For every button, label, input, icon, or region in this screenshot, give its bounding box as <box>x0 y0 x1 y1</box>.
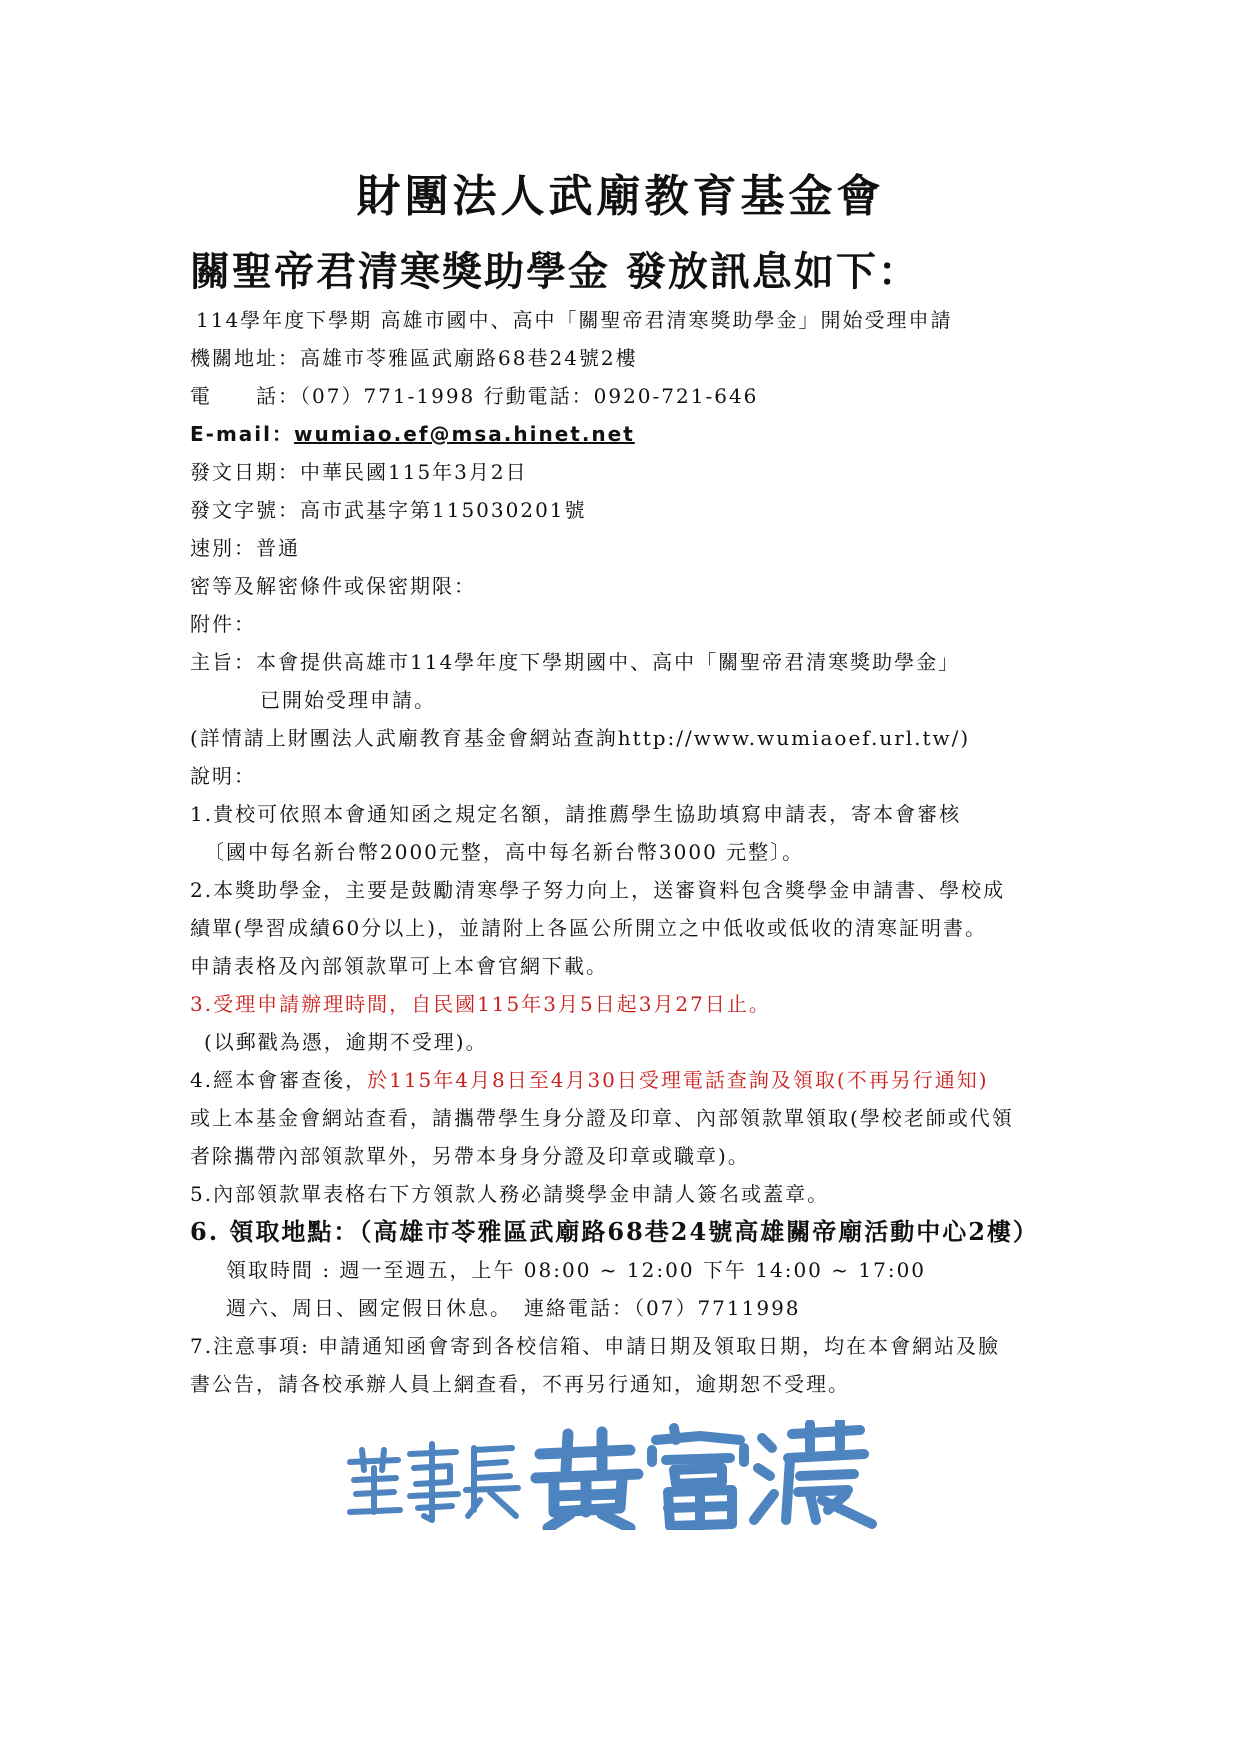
item-3-line-2: (以郵戳為憑，逾期不受理)。 <box>204 1030 488 1054</box>
issue-date-line: 發文日期：中華民國115年3月2日 <box>190 460 528 484</box>
item-7-line-2: 書公告，請各校承辦人員上網查看，不再另行通知，逾期恕不受理。 <box>190 1372 850 1396</box>
item-6-hours: 領取時間 : 週一至週五，上午 08:00 ~ 12:00 下午 14:00 ~ 17:00 <box>226 1258 927 1282</box>
intro-line: 114學年度下學期 高雄市國中、高中「關聖帝君清寒獎助學金」開始受理申請 <box>196 308 953 332</box>
chairman-signature-stamp <box>340 1420 880 1530</box>
speed-line: 速別：普通 <box>190 536 300 560</box>
item-1-line-1: 1.貴校可依照本會通知函之規定名額，請推薦學生協助填寫申請表，寄本會審核 <box>190 802 962 826</box>
address-line: 機關地址：高雄市苓雅區武廟路68巷24號2樓 <box>190 346 638 370</box>
explain-label: 說明： <box>190 764 256 788</box>
phone-line: 電 話：（07）771-1998 行動電話：0920-721-646 <box>190 384 759 408</box>
item-2-line-3: 申請表格及內部領款單可上本會官網下載。 <box>190 954 608 978</box>
item-7-line-1: 7.注意事項: 申請通知函會寄到各校信箱、申請日期及領取日期，均在本會網站及臉 <box>190 1334 1001 1358</box>
item-6-closed-days: 週六、周日、國定假日休息。 連絡電話：（07）7711998 <box>226 1296 801 1320</box>
email-link[interactable]: wumiao.ef@msa.hinet.net <box>294 422 635 446</box>
notice-subtitle: 關聖帝君清寒獎助學金 發放訊息如下： <box>190 248 920 295</box>
item-6-location: 6. 領取地點：（高雄市苓雅區武廟路68巷24號高雄關帝廟活動中心2樓） <box>190 1217 1039 1246</box>
email-line <box>190 418 635 447</box>
organization-title: 財團法人武廟教育基金會 <box>356 171 885 222</box>
item-4-intro: 4.經本會審查後， <box>190 1068 368 1092</box>
secrecy-line: 密等及解密條件或保密期限： <box>190 574 476 598</box>
attachment-line: 附件： <box>190 612 256 636</box>
subject-line-1: 主旨：本會提供高雄市114學年度下學期國中、高中「關聖帝君清寒獎助學金」 <box>190 650 961 674</box>
item-4-line-1 <box>190 1064 989 1093</box>
email-label: E-mail： <box>190 422 295 446</box>
item-1-line-2: 〔國中每名新台幣2000元整，高中每名新台幣3000 元整〕。 <box>204 840 805 864</box>
document-number-line: 發文字號：高市武基字第115030201號 <box>190 498 587 522</box>
signature-stamp-image <box>340 1420 880 1530</box>
item-5-line: 5.內部領款單表格右下方領款人務必請獎學金申請人簽名或蓋章。 <box>190 1182 830 1206</box>
item-4-red-text: 於115年4月8日至4月30日受理電話查詢及領取(不再另行通知) <box>367 1068 989 1092</box>
subject-line-2: 已開始受理申請。 <box>260 688 436 712</box>
website-note: (詳情請上財團法人武廟教育基金會網站查詢http://www.wumiaoef.url.tw/) <box>190 726 971 750</box>
item-2-line-1: 2.本獎助學金，主要是鼓勵清寒學子努力向上，送審資料包含獎學金申請書、學校成 <box>190 878 1006 902</box>
item-4-line-2: 或上本基金會網站查看，請攜帶學生身分證及印章、內部領款單領取(學校老師或代領 <box>190 1106 1014 1130</box>
item-3-line-1: 3.受理申請辦理時間，自民國115年3月5日起3月27日止。 <box>190 992 771 1016</box>
item-4-line-3: 者除攜帶內部領款單外，另帶本身身分證及印章或職章)。 <box>190 1144 750 1168</box>
item-2-line-2: 績單(學習成績60分以上)，並請附上各區公所開立之中低收或低收的清寒証明書。 <box>190 916 988 940</box>
